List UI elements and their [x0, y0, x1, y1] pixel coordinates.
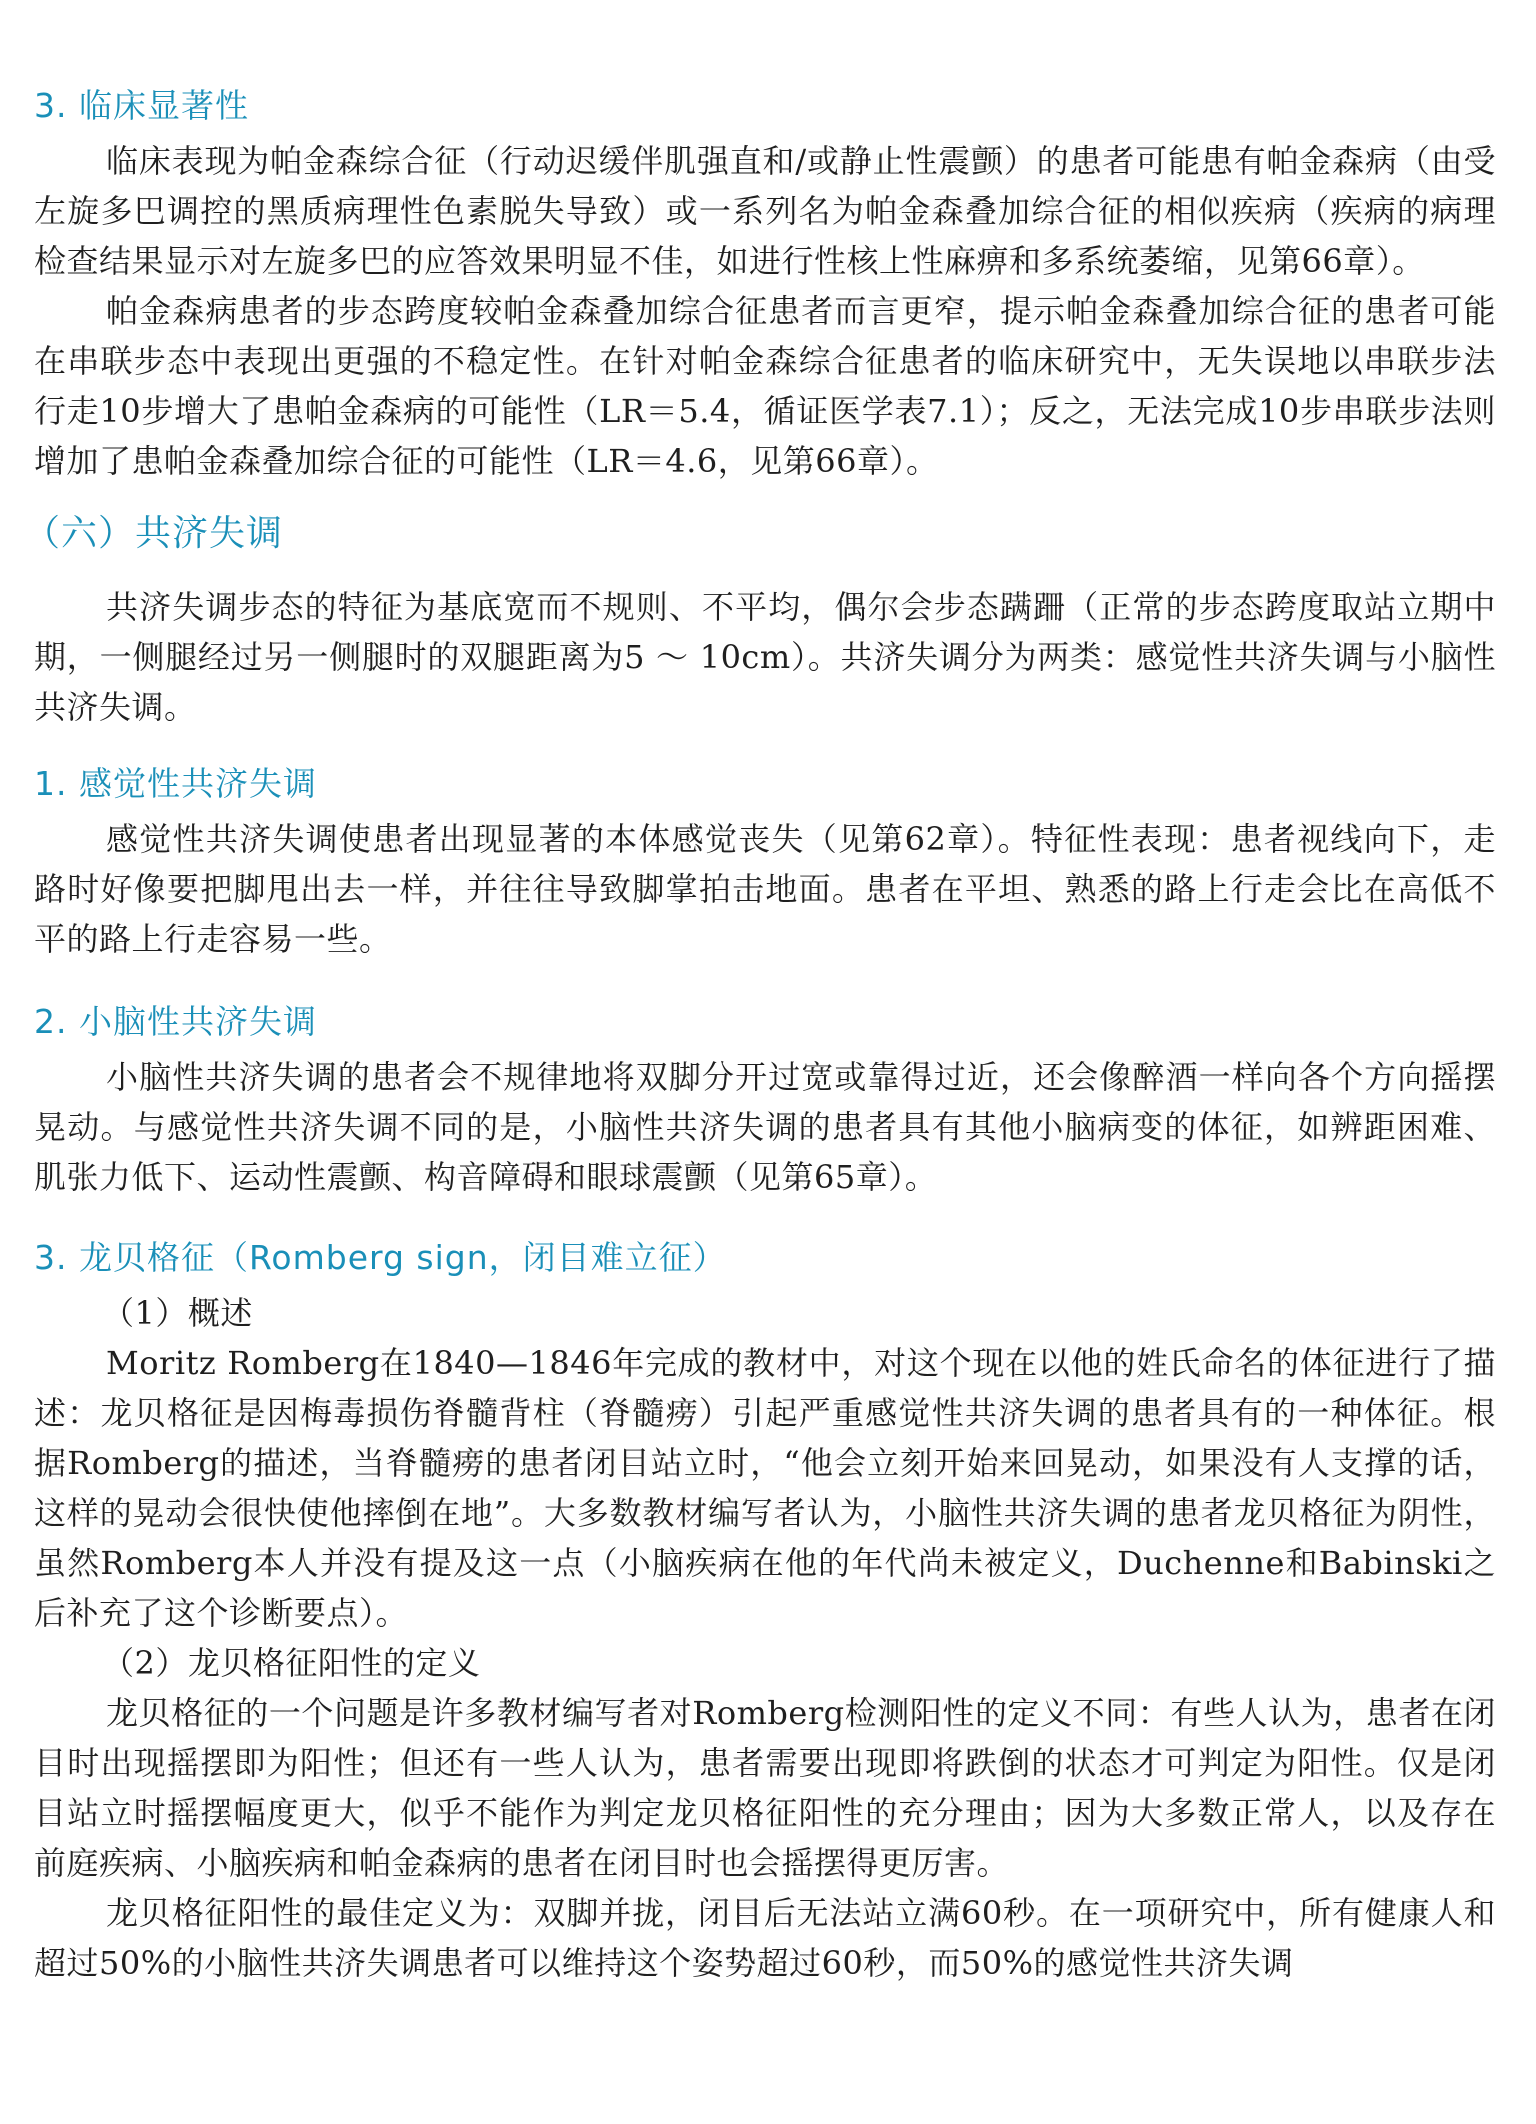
document-page [24, 86, 1496, 1988]
paragraph: 临床表现为帕金森综合征（行动迟缓伴肌强直和/或静止性震颤）的患者可能患有帕金森病（由受左旋多巴调控的黑质病理性色素脱失导致）或一系列名为帕金森叠加综合征的相似疾病（疾病的病理检查结果显示对左旋多巴的应答效果明显不佳，如进行性核上性麻痹和多系统萎缩，见第66章）。 [34, 142, 1496, 280]
subheading-definition: （2）龙贝格征阳性的定义 [102, 1644, 481, 1682]
paragraph: 感觉性共济失调使患者出现显著的本体感觉丧失（见第62章）。特征性表现：患者视线向下，走路时好像要把脚甩出去一样，并往往导致脚掌拍击地面。患者在平坦、熟悉的路上行走会比在高低不平的路上行走容易一些。 [34, 820, 1496, 958]
paragraph: Moritz Romberg在1840—1846年完成的教材中，对这个现在以他的姓氏命名的体征进行了描述：龙贝格征是因梅毒损伤脊髓背柱（脊髓痨）引起严重感觉性共济失调的患者具有的一种体征。根据Romberg的描述，当脊髓痨的患者闭目站立时，“他会立刻开始来回晃动，如果没有人支撑的话，这样的晃动会很快使他摔倒在地”。大多数教材编写者认为，小脑性共济失调的患者龙贝格征为阴性，虽然Romberg本人并没有提及这一点（小脑疾病在他的年代尚未被定义，Duchenne和Babinski之后补充了这个诊断要点）。 [34, 1344, 1496, 1632]
section-heading-cerebellar-ataxia: 2. 小脑性共济失调 [34, 1002, 317, 1041]
section-heading-clinical-significance: 3. 临床显著性 [34, 86, 249, 125]
section-heading-sensory-ataxia: 1. 感觉性共济失调 [34, 764, 317, 803]
paragraph: 小脑性共济失调的患者会不规律地将双脚分开过宽或靠得过近，还会像醉酒一样向各个方向摇摆晃动。与感觉性共济失调不同的是，小脑性共济失调的患者具有其他小脑病变的体征，如辨距困难、肌张力低下、运动性震颤、构音障碍和眼球震颤（见第65章）。 [34, 1058, 1496, 1196]
section-heading-romberg-sign: 3. 龙贝格征（Romberg sign，闭目难立征） [34, 1238, 727, 1277]
paragraph: 龙贝格征的一个问题是许多教材编写者对Romberg检测阳性的定义不同：有些人认为，患者在闭目时出现摇摆即为阳性；但还有一些人认为，患者需要出现即将跌倒的状态才可判定为阳性。仅是闭目站立时摇摆幅度更大，似乎不能作为判定龙贝格征阳性的充分理由；因为大多数正常人，以及存在前庭疾病、小脑疾病和帕金森病的患者在闭目时也会摇摆得更厉害。 [34, 1694, 1496, 1882]
paragraph: 帕金森病患者的步态跨度较帕金森叠加综合征患者而言更窄，提示帕金森叠加综合征的患者可能在串联步态中表现出更强的不稳定性。在针对帕金森综合征患者的临床研究中，无失误地以串联步法行走10步增大了患帕金森病的可能性（LR＝5.4，循证医学表7.1）；反之，无法完成10步串联步法则增加了患帕金森叠加综合征的可能性（LR＝4.6，见第66章）。 [34, 292, 1496, 480]
paragraph: 龙贝格征阳性的最佳定义为：双脚并拢，闭目后无法站立满60秒。在一项研究中，所有健康人和超过50%的小脑性共济失调患者可以维持这个姿势超过60秒，而50%的感觉性共济失调 [34, 1894, 1496, 1982]
section-heading-ataxia: （六）共济失调 [24, 513, 284, 554]
paragraph: 共济失调步态的特征为基底宽而不规则、不平均，偶尔会步态蹒跚（正常的步态跨度取站立期中期，一侧腿经过另一侧腿时的双腿距离为5 ～ 10cm）。共济失调分为两类：感觉性共济失调与小脑性共济失调。 [34, 588, 1496, 726]
subheading-overview: （1）概述 [102, 1294, 253, 1332]
